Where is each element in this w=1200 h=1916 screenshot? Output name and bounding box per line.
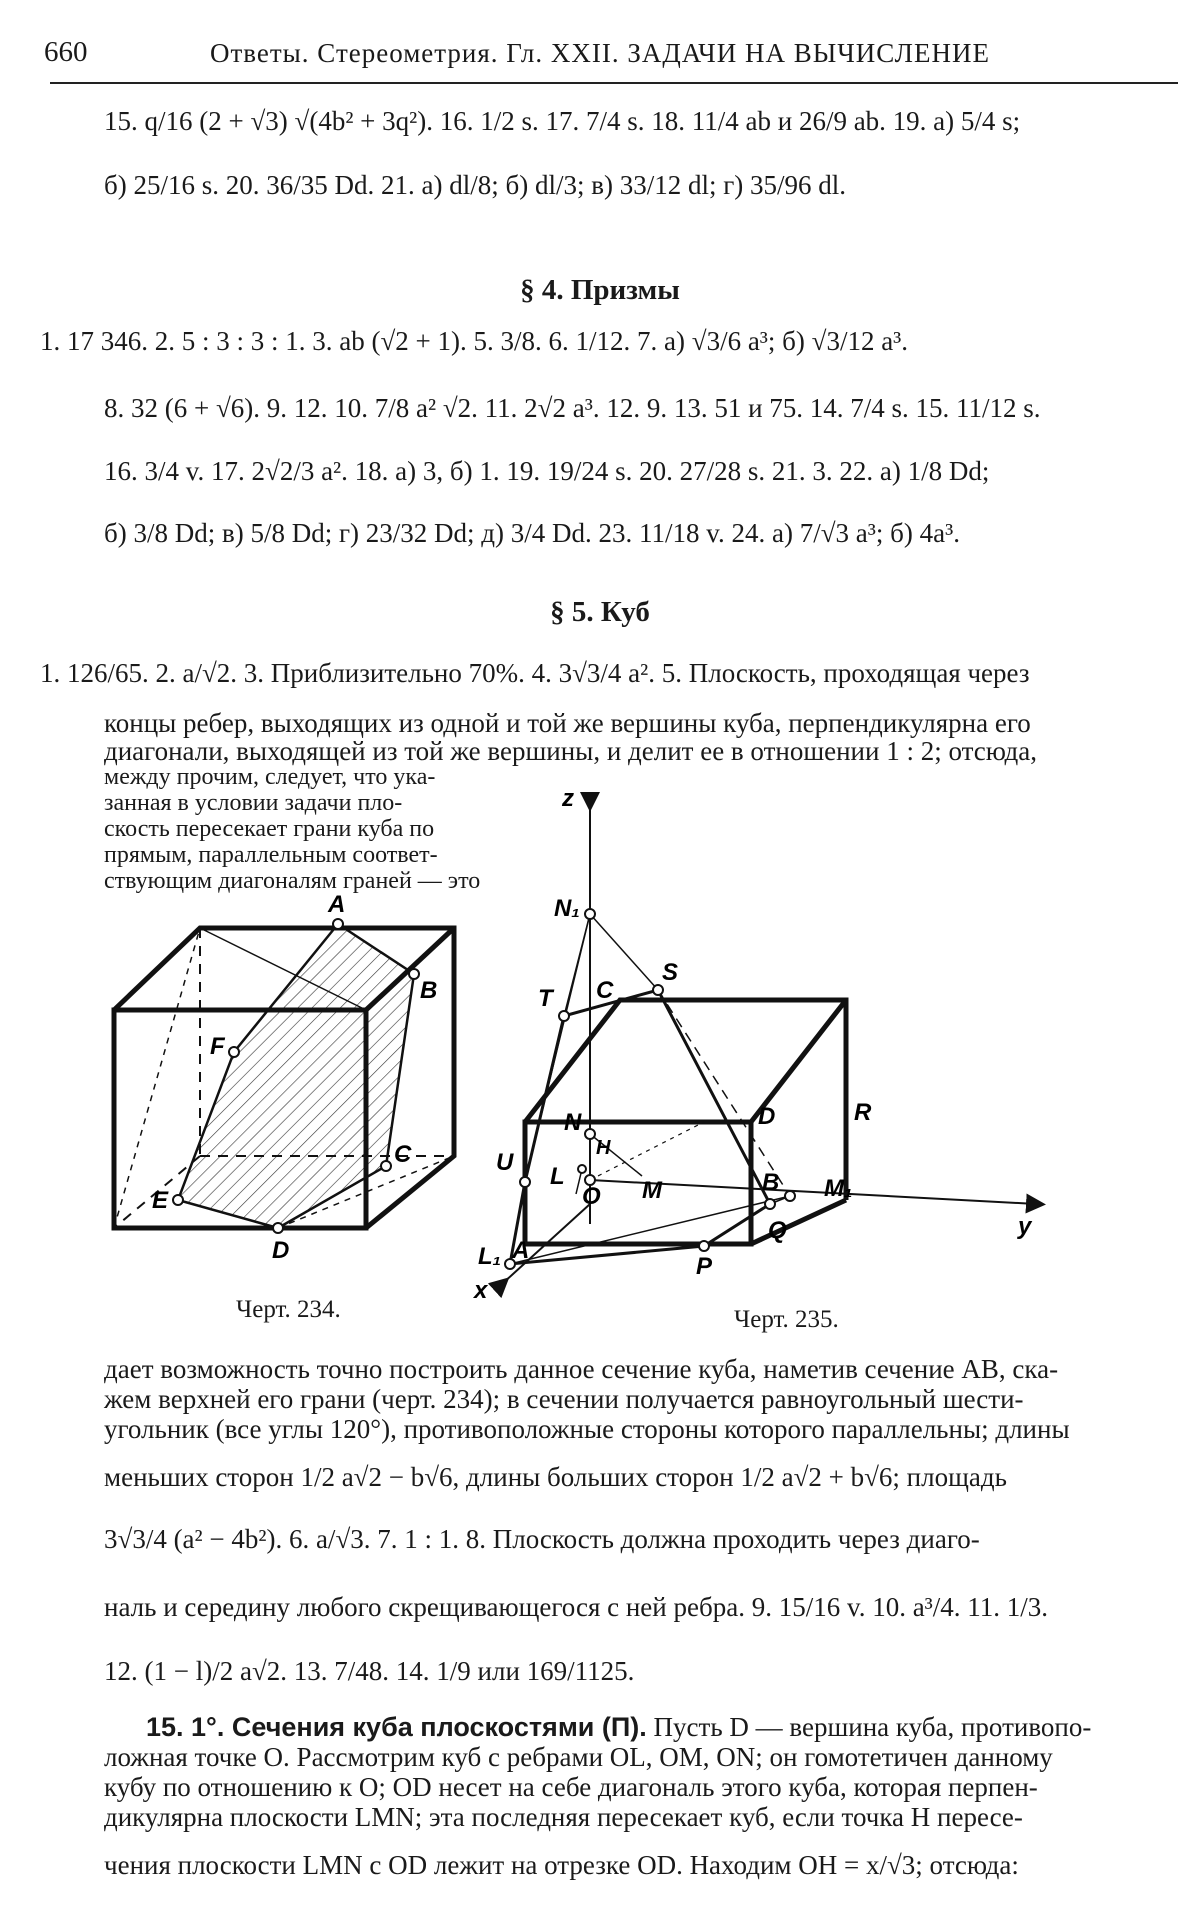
fig235-label-N1: N₁ <box>554 895 580 922</box>
para15-line-4: дикулярна плоскости LMN; эта последняя пересекает куб, если точка H пересе- <box>104 1802 1023 1832</box>
fig235-label-y: y <box>1018 1213 1032 1240</box>
figure-235-drawing <box>474 784 1060 1304</box>
fig235-label-P: P <box>696 1253 713 1280</box>
fig235-label-O: O <box>582 1183 601 1210</box>
fig234-label-E: E <box>152 1187 169 1214</box>
fig235-label-M: M <box>642 1177 662 1204</box>
s5-body-4: меньших сторон 1/2 a√2 − b√6, длины больших сторон 1/2 a√2 + b√6; площадь <box>104 1462 1007 1492</box>
page-number: 660 <box>44 36 88 68</box>
s5-body-6: наль и середину любого скрещивающегося с ней ребра. 9. 15/16 v. 10. a³/4. 11. 1/3. <box>104 1592 1049 1622</box>
s5-side-1: между прочим, следует, что ука- <box>104 764 436 790</box>
section-4-title: § 4. Призмы <box>520 274 680 306</box>
fig234-label-A: A <box>328 891 346 918</box>
s5-side-2: занная в условии задачи пло- <box>104 790 403 816</box>
fig235-label-A: A <box>512 1237 530 1264</box>
para15-lead: 15. 1°. Сечения куба плоскостями (П). <box>146 1712 647 1742</box>
fig235-label-B: B <box>762 1169 780 1196</box>
fig235-label-C: C <box>596 977 614 1004</box>
figure-235-caption: Черт. 235. <box>734 1306 839 1333</box>
para15-line-1 <box>146 1712 1091 1743</box>
fig235-label-U: U <box>496 1149 514 1176</box>
answers-line-1: 15. q/16 (2 + √3) √(4b² + 3q²). 16. 1/2 s. 17. 7/4 s. 18. 11/4 ab и 26/9 ab. 19. а) 5/4 s; <box>104 106 1021 136</box>
fig235-label-x: x <box>474 1277 488 1304</box>
fig235-label-M1: M₁ <box>824 1175 853 1202</box>
fig235-label-H: H <box>596 1137 611 1159</box>
fig234-label-B: B <box>420 977 438 1004</box>
s5-body-1: дает возможность точно построить данное сечение куба, наметив сечение AB, ска- <box>104 1354 1059 1384</box>
s5-intro-2: концы ребер, выходящих из одной и той же вершины куба, перпендикулярна его <box>104 708 1031 738</box>
para15-line-5: чения плоскости LMN с OD лежит на отрезке OD. Находим OH = x/√3; отсюда: <box>104 1850 1019 1880</box>
fig235-label-L: L <box>550 1163 565 1190</box>
s5-body-7: 12. (1 − l)/2 a√2. 13. 7/48. 14. 1/9 или 169/1125. <box>104 1656 635 1686</box>
figure-234 <box>100 880 520 1264</box>
fig235-label-D: D <box>758 1103 776 1130</box>
figure-234-drawing <box>100 880 520 1264</box>
s5-body-5: 3√3/4 (a² − 4b²). 6. a/√3. 7. 1 : 1. 8. Плоскость должна проходить через диаго- <box>104 1524 980 1554</box>
s5-side-5: ствующим диагоналям граней — это <box>104 868 481 894</box>
s4-line-2: 8. 32 (6 + √6). 9. 12. 10. 7/8 a² √2. 11. 2√2 a³. 12. 9. 13. 51 и 75. 14. 7/4 s. 15. 11/12 s. <box>104 393 1041 423</box>
fig235-label-Q: Q <box>768 1217 787 1244</box>
fig235-label-L1: L₁ <box>478 1243 502 1270</box>
s4-line-3: 16. 3/4 v. 17. 2√2/3 a². 18. а) 3, б) 1. 19. 19/24 s. 20. 27/28 s. 21. 3. 22. а) 1/8 Dd; <box>104 456 990 486</box>
para15-line-2: ложная точке O. Рассмотрим куб с ребрами OL, OM, ON; он гомотетичен данному <box>104 1742 1053 1772</box>
fig235-label-T: T <box>538 985 553 1012</box>
s4-line-4: б) 3/8 Dd; в) 5/8 Dd; г) 23/32 Dd; д) 3/4 Dd. 23. 11/18 v. 24. а) 7/√3 a³; б) 4a³. <box>104 518 960 548</box>
section-5-title: § 5. Куб <box>550 596 650 628</box>
fig234-label-F: F <box>210 1033 225 1060</box>
s4-line-1: 1. 17 346. 2. 5 : 3 : 3 : 1. 3. ab (√2 + 1). 5. 3/8. 6. 1/12. 7. а) √3/6 a³; б) √3/12 a³. <box>40 326 909 356</box>
s5-body-2: жем верхней его грани (черт. 234); в сечении получается равноугольный шести- <box>104 1384 1024 1414</box>
fig235-label-S: S <box>662 959 679 986</box>
figure-235 <box>474 784 1060 1304</box>
figure-234-caption: Черт. 234. <box>236 1296 341 1323</box>
para15-line-1-text: Пусть D — вершина куба, противопо- <box>646 1712 1092 1742</box>
fig235-label-R: R <box>854 1099 872 1126</box>
fig235-label-N: N <box>564 1109 582 1136</box>
s5-intro-1: 1. 126/65. 2. a/√2. 3. Приблизительно 70%. 4. 3√3/4 a². 5. Плоскость, проходящая через <box>40 658 1030 688</box>
fig235-label-z: z <box>562 785 574 812</box>
para15-line-3: кубу по отношению к O; OD несет на себе диагональ этого куба, которая перпен- <box>104 1772 1038 1802</box>
s5-side-4: прямым, параллельным соответ- <box>104 842 438 868</box>
s5-body-3: угольник (все углы 120°), противоположные стороны которого параллельны; длины <box>104 1414 1070 1444</box>
running-title: Ответы. Стереометрия. Гл. XXII. ЗАДАЧИ НА ВЫЧИСЛЕНИЕ <box>210 38 990 68</box>
fig234-label-C: C <box>394 1141 412 1168</box>
s5-intro-3: диагонали, выходящей из той же вершины, и делит ее в отношении 1 : 2; отсюда, <box>104 736 1037 766</box>
s5-side-3: скость пересекает грани куба по <box>104 816 435 842</box>
header-rule <box>50 82 1178 84</box>
fig234-label-D: D <box>272 1237 290 1264</box>
answers-line-2: б) 25/16 s. 20. 36/35 Dd. 21. а) dl/8; б) dl/3; в) 33/12 dl; г) 35/96 dl. <box>104 170 847 200</box>
